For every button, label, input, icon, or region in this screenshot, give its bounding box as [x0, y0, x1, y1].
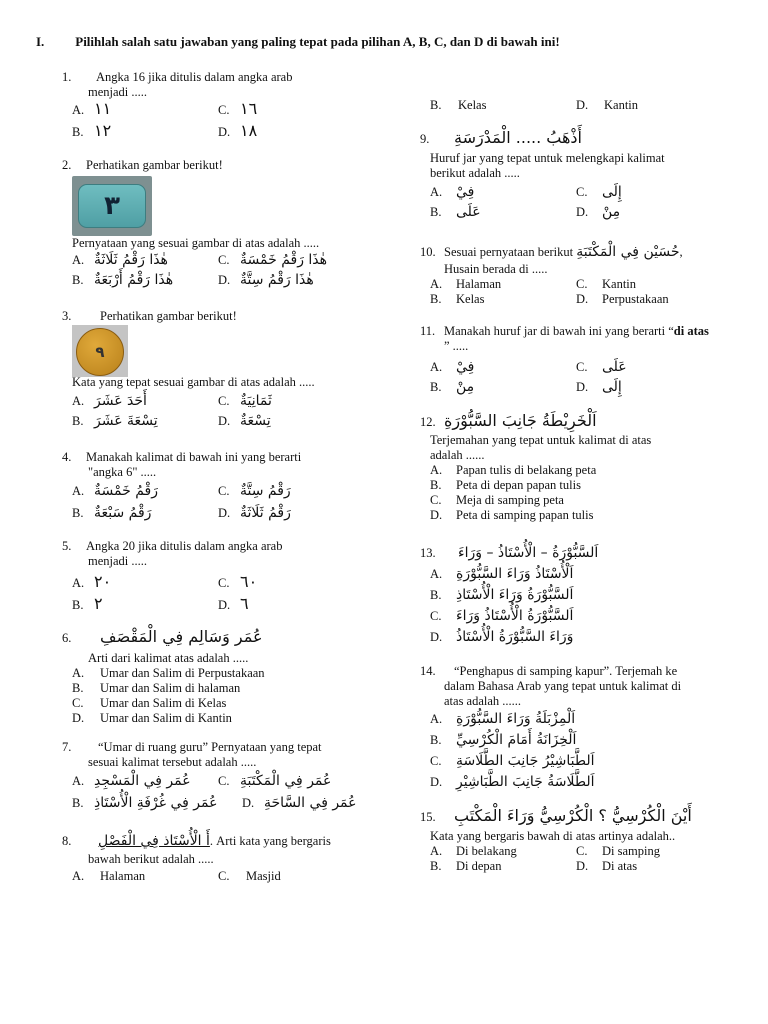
question-9 [420, 126, 740, 225]
q14-d: اَلطَّلَاسَةُ جَانِبَ الطَّبَاشِيْرِ [456, 774, 595, 790]
q9-b: عَلَى [456, 204, 481, 220]
letters-c: C. [218, 484, 230, 498]
coin-image [72, 325, 128, 377]
q12-num: 12. [420, 415, 436, 429]
q3-d: تِسْعَةٌ [240, 413, 271, 429]
letters-a: A. [72, 774, 85, 788]
q7-option-d[interactable] [242, 794, 357, 812]
q9-option-c[interactable] [576, 183, 622, 201]
q2-option-d[interactable] [218, 271, 314, 289]
q4-num: 4. [62, 450, 72, 464]
q14-option-d[interactable] [420, 772, 740, 793]
question-7 [62, 740, 380, 814]
letters-a: A. [72, 253, 85, 267]
section-header [36, 34, 560, 50]
q15-arabic: أَيْنَ الْكُرْسِيُّ ؟ الْكُرْسِيُّ وَرَاءَ الْمَكْتَبِ [454, 806, 692, 825]
letters-b: B. [72, 273, 84, 287]
q10-d: Perpustakaan [602, 292, 669, 306]
q10-c: Kantin [602, 277, 637, 291]
q8-option-d[interactable] [576, 96, 638, 114]
q11-after: ” ..... [444, 339, 469, 353]
question-15 [420, 804, 740, 874]
letters-d: D. [218, 506, 231, 520]
q4-b: رَقْمُ سَبْعَةٌ [94, 505, 152, 521]
q6-num: 6. [62, 631, 72, 645]
letters-d: D. [576, 98, 589, 112]
letters-a: A. [72, 394, 85, 408]
q6-a: Umar dan Salim di Perpustakaan [100, 666, 265, 680]
letters-c: C. [218, 394, 230, 408]
q5-option-a[interactable] [72, 573, 111, 592]
letters-b: B. [430, 733, 442, 747]
q9-c: إِلَى [602, 184, 622, 200]
letters-b: B. [72, 506, 84, 520]
question-10: 10. Sesuai pernyataan berikut حُسَيْن فِي الْمَكْتَبَةِ, Husain berada di ..... A. Halaman C. Kantin B. Kelas D. Perpustakaan [420, 242, 740, 307]
letters-a: A. [72, 484, 85, 498]
letters-b: B. [430, 380, 442, 394]
q6-option-c[interactable] [62, 696, 380, 711]
q11-option-c[interactable] [576, 358, 627, 376]
letters-d: D. [430, 508, 443, 522]
q9-d: مِنْ [602, 204, 621, 220]
q11-option-d[interactable] [576, 378, 622, 396]
q13-option-d[interactable] [420, 627, 740, 648]
letters-b: B. [72, 681, 84, 695]
section-number: I. [36, 34, 45, 49]
q15-b: Di depan [456, 859, 502, 873]
question-12 [420, 410, 740, 523]
q15-num: 15. [420, 810, 436, 824]
q4-line2: "angka 6" ..... [88, 465, 157, 479]
q2-a: هٰذَا رَقْمُ ثَلَاثَةٌ [94, 252, 168, 268]
letters-b: B. [430, 98, 442, 112]
q13-d: وَرَاءَ السَّبُّوْرَةُ الْأُسْتَاذُ [456, 629, 574, 645]
question-6 [62, 626, 380, 726]
q8-text_after: . Arti kata yang bergaris [209, 834, 331, 848]
q13-a: اَلْأُسْتَاذُ وَرَاءَ السَّبُّوْرَةِ [456, 566, 574, 582]
letters-b: B. [72, 796, 84, 810]
q14-line3: atas adalah ...... [444, 694, 522, 708]
q12-line2: adalah ...... [430, 448, 485, 462]
q13-option-b[interactable] [420, 585, 740, 606]
letters-a: A. [430, 463, 443, 477]
letters-b: B. [72, 125, 84, 139]
q13-arabic: اَلسَّبُّوْرَةُ – الْأُسْتَاذُ – وَرَاءَ [458, 545, 599, 561]
letters-a: A. [430, 844, 443, 858]
q14-c: اَلطَّبَاشِيْرُ جَانِبَ الطَّلَاسَةِ [456, 753, 595, 769]
q5-num: 5. [62, 539, 72, 553]
question-13 [420, 542, 740, 648]
q1-a: ١١ [94, 99, 112, 118]
q13-option-c[interactable] [420, 606, 740, 627]
q8-c: Masjid [246, 869, 281, 883]
letters-a: A. [430, 567, 443, 581]
q3-text: Perhatikan gambar berikut! [100, 309, 237, 323]
coin-digit: ٩ [76, 328, 124, 376]
q7-c: عُمَر فِي الْمَكْتَبَةِ [240, 773, 332, 789]
q12-arabic: اَلْخَرِيْطَةُ جَانِبَ السَّبُّوْرَةِ [444, 411, 597, 430]
section-instruction: Pilihlah salah satu jawaban yang paling tepat pada pilihan A, B, C, dan D di bawah ini! [75, 34, 560, 49]
letters-c: C. [72, 696, 84, 710]
q10-text: Sesuai pernyataan berikut [444, 245, 574, 259]
q6-b: Umar dan Salim di halaman [100, 681, 241, 695]
q5-option-b[interactable] [72, 595, 103, 614]
q2-c: هٰذَا رَقْمُ خَمْسَةٌ [240, 252, 328, 268]
letters-d: D. [576, 205, 589, 219]
q10-a: Halaman [456, 277, 502, 291]
q7-a: عُمَر فِي الْمَسْجِدِ [94, 773, 191, 789]
q7-line2: sesuai kalimat tersebut adalah ..... [88, 755, 257, 769]
q4-option-d[interactable] [218, 504, 291, 522]
q1-option-c[interactable] [218, 100, 257, 119]
q8-option-c[interactable] [218, 867, 281, 885]
q11-b: مِنْ [456, 379, 475, 395]
q6-d: Umar dan Salim di Kantin [100, 711, 232, 725]
number-tile-image [72, 176, 152, 236]
q3-option-c[interactable] [218, 392, 272, 410]
q3-a: أَحَدَ عَشَرَ [94, 393, 147, 409]
q11-text: Manakah huruf jar di bawah ini yang berarti “ [444, 324, 674, 338]
q2-option-a[interactable] [72, 251, 168, 269]
q5-a: ٢٠ [94, 572, 112, 591]
q12-a: Papan tulis di belakang peta [456, 463, 597, 477]
q8-d: Kantin [604, 98, 639, 112]
letters-c: C. [218, 576, 230, 590]
letters-c: C. [218, 774, 230, 788]
q14-b: اَلْخِزَانَةُ أَمَامَ الْكُرْسِيِّ [456, 732, 577, 748]
letters-d: D. [430, 630, 443, 644]
q10-arabic: حُسَيْن فِي الْمَكْتَبَةِ [576, 244, 680, 260]
q15-option-c[interactable] [576, 844, 660, 859]
q15-option-d[interactable] [576, 859, 637, 874]
question-2 [62, 158, 380, 288]
q12-d: Peta di samping papan tulis [456, 508, 594, 522]
q5-b: ٢ [94, 594, 103, 613]
question-3 [62, 309, 380, 429]
question-8 [62, 830, 380, 887]
q14-num: 14. [420, 664, 436, 678]
q6-c: Umar dan Salim di Kelas [100, 696, 227, 710]
q10-line2: Husain berada di ..... [444, 262, 548, 276]
q5-c: ٦٠ [240, 572, 258, 591]
q4-line1: Manakah kalimat di bawah ini yang berarti [86, 450, 302, 464]
q8-b: Kelas [458, 98, 487, 112]
q9-line1: Huruf jar yang tepat untuk melengkapi kalimat [430, 151, 665, 165]
question-14 [420, 664, 740, 793]
letters-a: A. [72, 576, 85, 590]
q4-c: رَقْمُ سِتَّةٌ [240, 483, 291, 499]
q7-option-b[interactable] [72, 794, 217, 812]
q7-b: عُمَر فِي غُرْفَةِ الْأُسْتَاذِ [94, 795, 218, 811]
q10-option-c[interactable] [576, 277, 636, 292]
q12-b: Peta di depan papan tulis [456, 478, 581, 492]
letters-d: D. [576, 859, 589, 873]
q7-option-a[interactable] [72, 772, 191, 790]
q14-a: اَلْمِزْبَلَةُ وَرَاءَ السَّبُّوْرَةِ [456, 711, 576, 727]
q9-line2: berikut adalah ..... [430, 166, 520, 180]
q12-option-d[interactable] [420, 508, 740, 523]
q11-num: 11. [420, 324, 436, 338]
q10-option-b[interactable] [430, 292, 484, 307]
q5-line1: Angka 20 jika ditulis dalam angka arab [86, 539, 283, 553]
q5-option-d[interactable] [218, 595, 249, 614]
letters-a: A. [72, 103, 85, 117]
letters-c: C. [218, 103, 230, 117]
letters-a: A. [430, 185, 443, 199]
q3-option-a[interactable] [72, 392, 147, 410]
q4-option-c[interactable] [218, 482, 291, 500]
question-4 [62, 450, 380, 524]
q9-a: فِيْ [456, 184, 475, 200]
letters-d: D. [218, 598, 231, 612]
q13-b: اَلسَّبُّوْرَةُ وَرَاءَ الْأُسْتَاذِ [456, 587, 574, 603]
letters-b: B. [72, 414, 84, 428]
q2-num: 2. [62, 158, 72, 172]
q1-option-d[interactable] [218, 122, 257, 141]
q12-option-b[interactable] [420, 478, 740, 493]
q6-option-b[interactable] [62, 681, 380, 696]
letters-a: A. [430, 712, 443, 726]
q15-line: Kata yang bergaris bawah di atas artinya adalah.. [430, 829, 676, 843]
q15-c: Di samping [602, 844, 660, 858]
q7-line1: “Umar di ruang guru” Pernyataan yang tepat [98, 740, 322, 754]
q9-num: 9. [420, 132, 430, 146]
q3-c: ثَمَانِيَةٌ [240, 393, 272, 409]
q2-option-b[interactable] [72, 271, 173, 289]
letters-c: C. [576, 185, 588, 199]
question-8-continued [420, 96, 740, 116]
q10-option-a[interactable] [430, 277, 501, 292]
q8-arabic-underlined: أَ الْأُسْتَاذ فِي الْفَصْلِ [98, 833, 210, 849]
q7-d: عُمَر فِي السَّاحَةِ [264, 795, 357, 811]
q2-option-c[interactable] [218, 251, 327, 269]
letters-b: B. [430, 292, 442, 306]
q4-option-a[interactable] [72, 482, 158, 500]
tile-digit: ٣ [78, 184, 146, 228]
q3-statement: Kata yang tepat sesuai gambar di atas adalah ..... [72, 375, 315, 389]
q8-a: Halaman [100, 869, 146, 883]
q10-option-d[interactable] [576, 292, 669, 307]
q11-d: إِلَى [602, 379, 622, 395]
q4-option-b[interactable] [72, 504, 151, 522]
question-5 [62, 539, 380, 613]
letters-c: C. [430, 609, 442, 623]
q9-option-a[interactable] [430, 183, 474, 201]
q6-line: Arti dari kalimat atas adalah ..... [88, 651, 249, 665]
q2-d: هٰذَا رَقْمُ سِتَّةٌ [240, 272, 314, 288]
q9-option-d[interactable] [576, 203, 620, 221]
letters-b: B. [430, 478, 442, 492]
q3-b: تِسْعَةَ عَشَرَ [94, 413, 158, 429]
q8-num: 8. [62, 834, 72, 848]
letters-c: C. [218, 253, 230, 267]
q2-statement: Pernyataan yang sesuai gambar di atas adalah ..... [72, 236, 320, 250]
q11-bold: di atas [673, 324, 709, 338]
q12-c: Meja di samping peta [456, 493, 564, 507]
letters-a: A. [72, 869, 85, 883]
q1-d: ١٨ [240, 121, 258, 140]
q1-option-b[interactable] [72, 122, 111, 141]
q1-line2: menjadi ..... [88, 85, 148, 99]
q3-option-d[interactable] [218, 412, 271, 430]
q10-num: 10. [420, 245, 436, 259]
q12-option-a[interactable] [420, 463, 740, 478]
q15-d: Di atas [602, 859, 638, 873]
question-1 [62, 70, 380, 144]
q5-line2: menjadi ..... [88, 554, 148, 568]
q1-num: 1. [62, 70, 72, 84]
q8-option-a[interactable] [72, 867, 145, 885]
q9-option-b[interactable] [430, 203, 481, 221]
q2-text: Perhatikan gambar berikut! [86, 158, 223, 172]
q6-option-d[interactable] [62, 711, 380, 726]
letters-a: A. [72, 666, 85, 680]
letters-c: C. [576, 277, 588, 291]
letters-c: C. [430, 493, 442, 507]
q14-line1: “Penghapus di samping kapur”. Terjemah ke [454, 664, 678, 678]
letters-b: B. [72, 598, 84, 612]
letters-d: D. [218, 414, 231, 428]
q14-line2: dalam Bahasa Arab yang tepat untuk kalimat di [444, 679, 682, 693]
letters-d: D. [218, 125, 231, 139]
q3-num: 3. [62, 309, 72, 323]
q4-a: رَقْمُ خَمْسَةٌ [94, 483, 158, 499]
q5-d: ٦ [240, 594, 249, 613]
q1-line1: Angka 16 jika ditulis dalam angka arab [96, 70, 293, 84]
q8-line2: bawah berikut adalah ..... [88, 852, 214, 866]
letters-c: C. [430, 754, 442, 768]
q13-c: اَلسَّبُّوْرَةُ الْأُسْتَاذُ وَرَاءَ [456, 608, 574, 624]
q14-option-b[interactable] [420, 730, 740, 751]
q1-b: ١٢ [94, 121, 112, 140]
q15-a: Di belakang [456, 844, 517, 858]
q13-num: 13. [420, 546, 436, 560]
q11-option-b[interactable] [430, 378, 474, 396]
letters-d: D. [72, 711, 85, 725]
q2-b: هٰذَا رَقْمُ أَرْبَعَةٌ [94, 272, 174, 288]
letters-d: D. [576, 380, 589, 394]
q13-option-a[interactable] [420, 564, 740, 585]
letters-c: C. [576, 844, 588, 858]
q14-option-a[interactable] [420, 709, 740, 730]
q14-option-c[interactable] [420, 751, 740, 772]
letters-b: B. [430, 859, 442, 873]
letters-b: B. [430, 588, 442, 602]
letters-d: D. [576, 292, 589, 306]
letters-a: A. [430, 360, 443, 374]
q4-d: رَقْمُ ثَلَاثَةٌ [240, 505, 291, 521]
q12-line1: Terjemahan yang tepat untuk kalimat di atas [430, 433, 652, 447]
question-11 [420, 324, 740, 398]
q12-option-c[interactable] [420, 493, 740, 508]
q11-a: فِيْ [456, 359, 475, 375]
q11-option-a[interactable] [430, 358, 474, 376]
letters-a: A. [430, 277, 443, 291]
letters-c: C. [576, 360, 588, 374]
letters-c: C. [218, 869, 230, 883]
q7-option-c[interactable] [218, 772, 331, 790]
q6-arabic: عُمَر وَسَالِم فِي الْمَقْصَفِ [100, 627, 263, 646]
q15-option-b[interactable] [430, 859, 501, 874]
q7-num: 7. [62, 740, 72, 754]
q3-option-b[interactable] [72, 412, 158, 430]
letters-b: B. [430, 205, 442, 219]
q8-option-b[interactable] [430, 96, 486, 114]
q10-b: Kelas [456, 292, 485, 306]
q9-arabic: أَذْهَبُ ..... الْمَدْرَسَةِ [454, 128, 582, 147]
letters-d: D. [218, 273, 231, 287]
q15-option-a[interactable] [430, 844, 517, 859]
letters-d: D. [242, 796, 255, 810]
q1-c: ١٦ [240, 99, 258, 118]
letters-d: D. [430, 775, 443, 789]
q1-option-a[interactable] [72, 100, 111, 119]
q5-option-c[interactable] [218, 573, 257, 592]
q11-c: عَلَى [602, 359, 627, 375]
q6-option-a[interactable] [62, 666, 380, 681]
